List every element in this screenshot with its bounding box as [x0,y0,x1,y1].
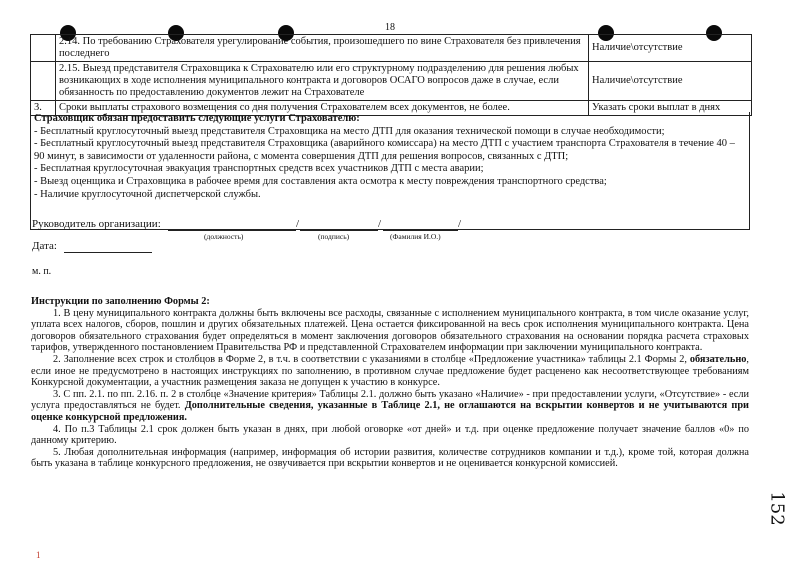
row-text: Сроки выплаты страхового возмещения со дня получения Страхователем всех документов, не более. [56,101,589,116]
position-line [168,230,296,231]
instruction-text: 3. С пп. 2.1. по пп. 2.16. п. 2 в столбце «Значение критерия» Таблицы 2.1. должно быть указано «Наличие» - при предоставлении услуги, «Отсутствие» - если услуга предоставляться не будет. [31,388,749,412]
row-text: 2.14. По требованию Страхователя урегулирование события, произошедшего по вине Страхователя без привлечения последнего [56,35,589,62]
signature-label: Руководитель организации: [32,218,161,230]
criteria-table [30,34,752,116]
instruction-paragraph [31,389,749,424]
signature-separator: / [378,218,382,230]
table-row [31,62,752,101]
service-item: - Бесплатный круглосуточный выезд представителя Страховщика (аварийного комиссара) на место ДТП с участием транспорта Страхователя в течение 40 – 90 минут, в зависимости от удаленности района, с момента совершения ДТП для решения вопросов, связанных с ДТП; [34,138,735,162]
date-label: Дата: [32,240,57,252]
handwritten-page-number: 152 [766,491,788,526]
row-value: Наличие\отсутствие [589,35,752,62]
instruction-emphasis: Дополнительные сведения, указанные в Таблице 2.1, не оглашаются на вскрытии конвертов и не учитываются при оценке конкурсной предложения. [31,400,749,423]
instruction-paragraph: 5. Любая дополнительная информация (например, информация об истории развития, количестве сотрудников компании и т.д.), кроме той, которая должна быть указана в таблице конкурсного предложения, не озвучивается при вскрытии конвертов и не оценивается конкурсной комиссией. [31,446,749,470]
service-item: - Бесплатный круглосуточный выезд представителя Страховщика на место ДТП для оказания технической помощи в случае необходимости; [34,125,665,137]
row-value: Наличие\отсутствие [589,62,752,101]
services-heading: Страховщик обязан предоставить следующие услуги Страхователю: [34,113,360,124]
instructions-title: Инструкции по заполнению Формы 2: [31,296,210,307]
stamp-place: м. п. [32,266,52,277]
service-item: - Наличие круглосуточной диспетчерской службы. [34,188,261,200]
page-number: 18 [385,22,395,33]
row-number: 3. [31,101,56,116]
instruction-text: 2. Заполнение всех строк и столбцов в Форме 2, в т.ч. в соответствии с указаниями в столбце «Предложение участника» таблицы 2.1 Формы 2, [53,353,690,365]
table-row [31,35,752,62]
corner-mark: 1 [36,550,41,560]
name-caption: (Фамилия И.О.) [390,232,441,241]
instruction-paragraph: 4. По п.3 Таблицы 2.1 срок должен быть указан в днях, при любой оговорке «от дней» и т.д. при оценке предложение получает значение баллов «0» по данному критерию. [31,423,749,447]
name-line [383,230,458,231]
row-number [31,35,56,62]
row-number [31,62,56,101]
row-value: Указать сроки выплат в днях [589,101,752,116]
service-item: - Бесплатная круглосуточная эвакуация транспортных средств всех участников ДТП с места аварии; [34,163,484,175]
instruction-paragraph: 1. В цену муниципального контракта должны быть включены все расходы, связанные с исполнением муниципального контракта, в том числе оказание услуг, уплата всех налогов, сборов, пошлин и других обязательных платежей. Цена остается фиксированной на весь срок исполнения муниципального контракта. Цена договоров обязательного страхования будет определяться в момент заключения договоров обязательного страхования на основании порядка расчета страховых тарифов, утвержденного постановлением Правительства РФ и представленной Страхователем информации при заключении муниципального контракта. [31,307,749,354]
date-line [64,252,152,253]
instruction-paragraph [31,354,749,389]
signature-line [300,230,378,231]
services-box [30,112,750,230]
signature-caption: (подпись) [318,232,350,241]
instruction-text: , если иное не предусмотрено в настоящих инструкциях по заполнению, в противном случае предложение будет расценено как несоответствующее требованиям Конкурсной документации, а участник размещения заказа не допущен к участию в конкурсе. [31,353,749,389]
row-text: 2.15. Выезд представителя Страховщика к Страхователю или его структурному подразделению для решения любых возникающих в ходе исполнения муниципального контракта и договоров ОСАГО вопросов даже в случае, если обязанность по предоставлению документов лежит на Страхователе [56,62,589,101]
signature-separator: / [296,218,300,230]
position-caption: (должность) [204,232,244,241]
instructions [31,296,749,470]
service-item: - Выезд оценщика и Страховщика в рабочее время для составления акта осмотра к месту повреждения транспортного средства; [34,175,607,187]
signature-separator: / [458,218,462,230]
instruction-emphasis: обязательно [689,353,747,365]
